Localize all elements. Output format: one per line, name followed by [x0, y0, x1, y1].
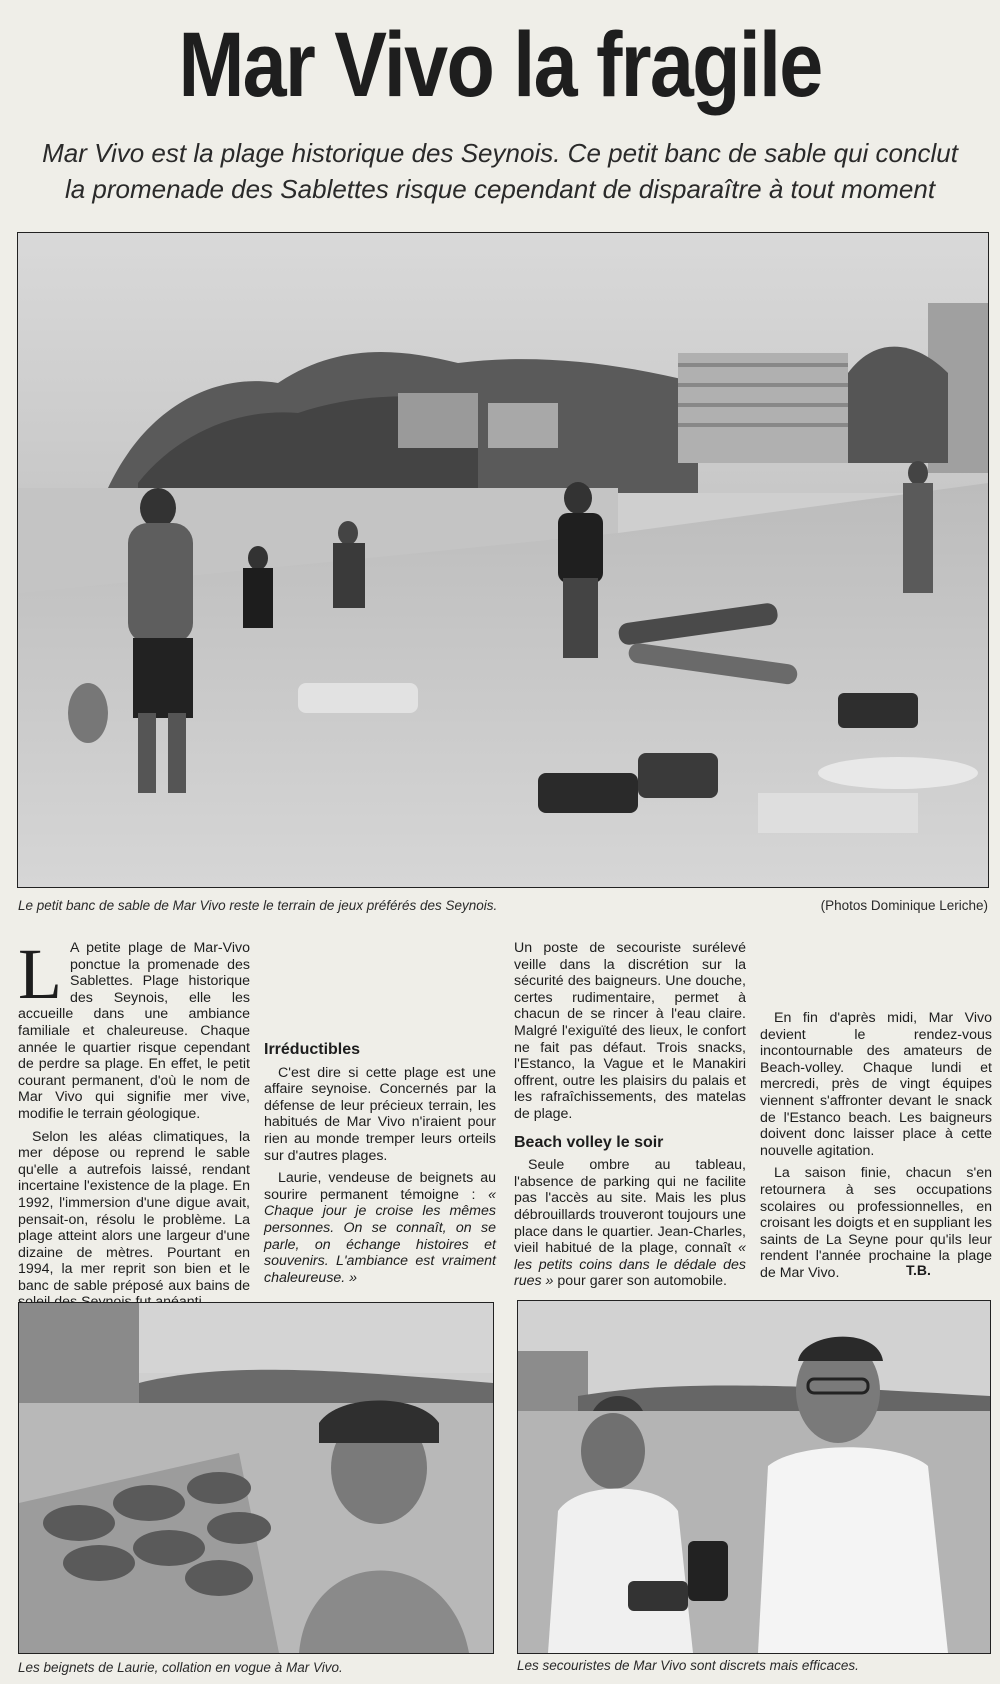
paragraph-saison: La saison finie, chacun s'en retournera à ses occupations scolaires ou professionnelles, en croisant les doigts et en suppliant les saints de La Seyne pour qu'ils leur rendent l'année prochaine la plage de Mar Vivo. [760, 1165, 992, 1281]
paragraph-affaire: C'est dire si cette plage est une affaire seynoise. Concernés par la défense de leur précieux terrain, les habitués de Mar Vivo n'iraient pour rien au monde tremper leurs orteils sur d'autres plages. [264, 1064, 496, 1164]
author-signature: T.B. [906, 1262, 931, 1278]
secouristes-photo [517, 1300, 991, 1654]
headline: Mar Vivo la fragile [178, 14, 822, 116]
subhead-irreductibles: Irréductibles [264, 1041, 361, 1058]
secouristes-caption: Les secouristes de Mar Vivo sont discrets mais efficaces. [517, 1658, 859, 1673]
main-photo-caption: Le petit banc de sable de Mar Vivo reste le terrain de jeux préférés des Seynois. [18, 898, 498, 913]
column-4 [760, 1010, 992, 1288]
column-3 [514, 940, 746, 1296]
paragraph-parking: Seule ombre au tableau, l'absence de parking qui ne facilite pas l'accès au site. Mais les plus débrouillards trouveront toujours une place dans le quartier. Jean-Charles, vieil habitué de la plage, connaît [514, 1157, 746, 1257]
column-1 [18, 934, 250, 1317]
dropcap: L [18, 934, 62, 1014]
paragraph-beach-volley: En fin d'après midi, Mar Vivo devient le rendez-vous incontournable des amateurs de Beach-volley. Chaque lundi et mercredi, près de vingt équipes viennent s'affronter devant le snack de l'Estanco beach. Les baigneurs doivent donc laisser place à cette nouvelle agitation. [760, 1010, 992, 1159]
paragraph-laurie-intro: Laurie, vendeuse de beignets au sourire permanent témoigne : [264, 1170, 496, 1203]
beignets-photo [18, 1302, 494, 1654]
subhead-beach-volley: Beach volley le soir [514, 1133, 664, 1151]
paragraph-parking-end: pour garer son automobile. [557, 1273, 727, 1290]
beignets-caption: Les beignets de Laurie, collation en vogue à Mar Vivo. [18, 1660, 343, 1675]
paragraph-climate: Selon les aléas climatiques, la mer dépose ou reprend le sable qu'elle a autrefois laissé, rendant incertaine l'existence de la plage. En 1992, l'immersion d'une digue avait, pensait-on, résolu le problème. La plage atteint alors une largeur d'une dizaine de mètres. Pourtant en 1994, la mer reprit son bien et le banc de sable préposé aux bains de [18, 1128, 250, 1294]
column-2 [264, 1030, 496, 1292]
main-beach-photo [17, 232, 989, 888]
deck-subtitle: Mar Vivo est la plage historique des Seynois. Ce petit banc de sable qui conclut la promenade des Sablettes risque cependant de disparaître à tout moment [42, 138, 958, 204]
paragraph-secouriste: Un poste de secouriste surélevé veille dans la discrétion sur la sécurité des baigneurs. Une douche, certes rudimentaire, permet à chacun de se rincer à l'eau claire. Malgré l'exiguïté des lieux, le confort ne fait pas défaut. Trois snacks, l'Estanco, la Vague et le Manakiri offrent, outre les plaisirs du palais et les rafraîchissements, des matelas de plage. [514, 940, 746, 1122]
jean-charles-quote: « les petits coins dans le dédale des rues » [514, 1240, 746, 1290]
photo-credit: (Photos Dominique Leriche) [820, 898, 988, 913]
laurie-quote: « Chaque jour je croise les mêmes personnes. On se connaît, on se parle, on échange histoires et souvenirs. L'ambiance est vraiment chaleureuse. » [264, 1186, 496, 1286]
paragraph-intro: A petite plage de Mar-Vivo ponctue la promenade des Sablettes. Plage historique des Seynois, elle les accueille dans une ambiance familiale et chaleureuse. Chaque année le quartier risque cependant de perdre sa plage. En effet, le petit courant permanent, d'où le nom de Mar Vivo qui signifie mer vive, modifie le terrain géologique. [18, 940, 250, 1122]
